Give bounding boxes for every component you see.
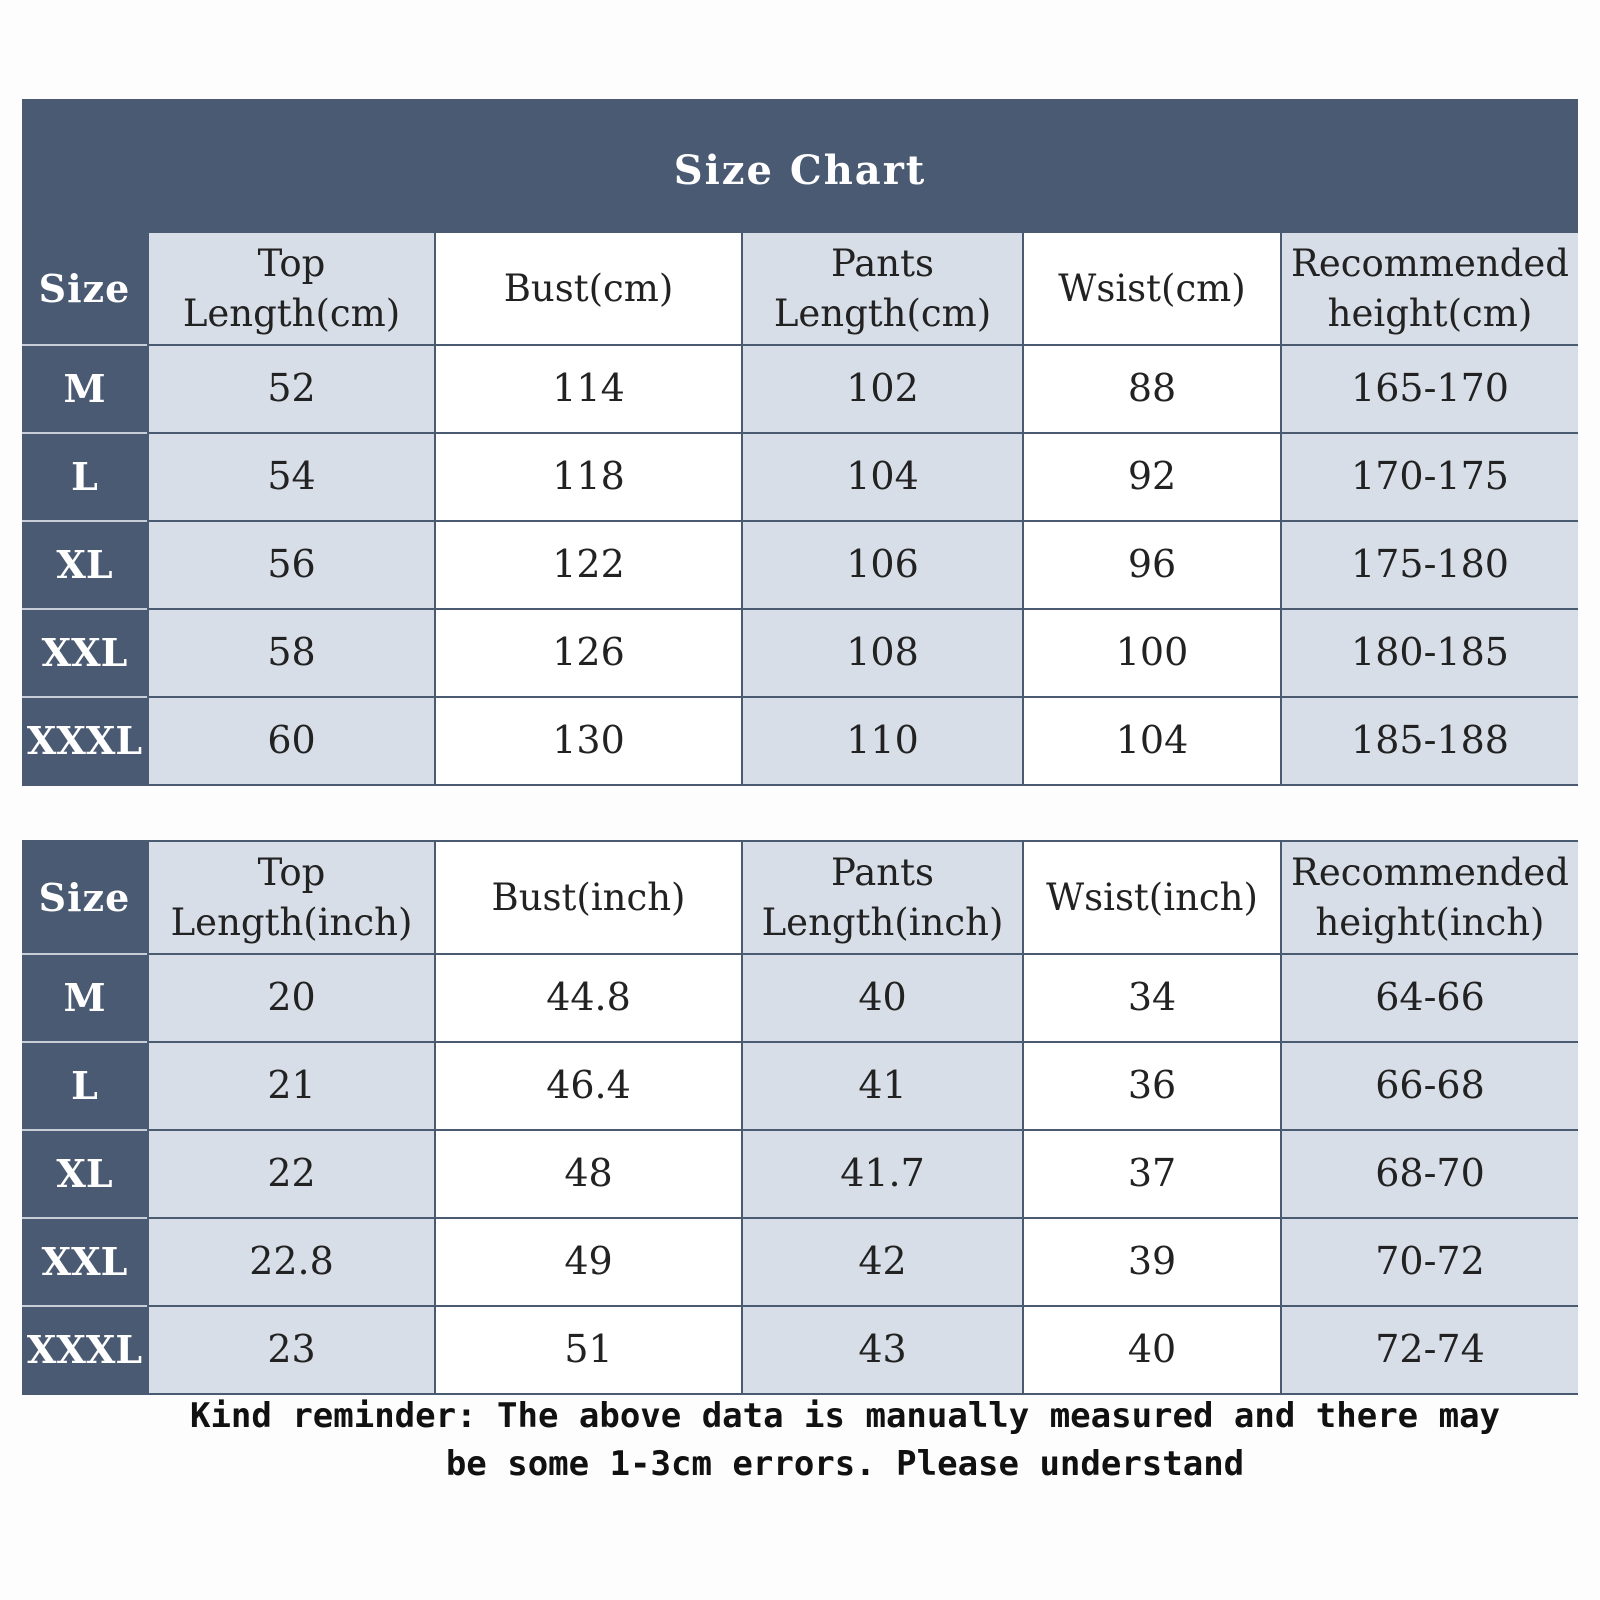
table-cell: 68-70 — [1280, 1129, 1578, 1217]
table-cell: 48 — [434, 1129, 741, 1217]
table-cell: 64-66 — [1280, 953, 1578, 1041]
table-cell: 22 — [147, 1129, 434, 1217]
table-cell: 44.8 — [434, 953, 741, 1041]
table-cell: 106 — [741, 520, 1022, 608]
column-header: Bust(cm) — [434, 231, 741, 344]
table-cell: 180-185 — [1280, 608, 1578, 696]
table-cell: 34 — [1022, 953, 1280, 1041]
table-cell: 56 — [147, 520, 434, 608]
table-cell: 110 — [741, 696, 1022, 784]
size-label: L — [22, 1041, 147, 1129]
table-cell: 104 — [741, 432, 1022, 520]
table-cell: 72-74 — [1280, 1305, 1578, 1393]
column-header: Pants Length(cm) — [741, 231, 1022, 344]
size-label: XXXL — [22, 1305, 147, 1393]
size-label: L — [22, 432, 147, 520]
table-cell: 41 — [741, 1041, 1022, 1129]
column-header: Top Length(cm) — [147, 231, 434, 344]
table-cell: 100 — [1022, 608, 1280, 696]
table-cell: 37 — [1022, 1129, 1280, 1217]
chart-title: Size Chart — [22, 99, 1578, 231]
table-cell: 66-68 — [1280, 1041, 1578, 1129]
table-cell: 40 — [1022, 1305, 1280, 1393]
table-cell: 102 — [741, 344, 1022, 432]
column-header: Wsist(cm) — [1022, 231, 1280, 344]
table-cell: 52 — [147, 344, 434, 432]
table-cell: 92 — [1022, 432, 1280, 520]
table-cell: 21 — [147, 1041, 434, 1129]
table-cell: 43 — [741, 1305, 1022, 1393]
table-cell: 118 — [434, 432, 741, 520]
size-label: M — [22, 344, 147, 432]
table-cell: 130 — [434, 696, 741, 784]
table-cell: 185-188 — [1280, 696, 1578, 784]
table-cell: 23 — [147, 1305, 434, 1393]
table-cell: 51 — [434, 1305, 741, 1393]
table-cell: 88 — [1022, 344, 1280, 432]
size-table-inch — [22, 840, 1578, 1395]
table-cell: 42 — [741, 1217, 1022, 1305]
table-cell: 39 — [1022, 1217, 1280, 1305]
table-cell: 104 — [1022, 696, 1280, 784]
table-cell: 126 — [434, 608, 741, 696]
size-label: XXL — [22, 608, 147, 696]
size-label: M — [22, 953, 147, 1041]
table-cell: 49 — [434, 1217, 741, 1305]
size-table-cm — [22, 99, 1578, 786]
table-cell: 70-72 — [1280, 1217, 1578, 1305]
size-label: XL — [22, 1129, 147, 1217]
table-cell: 96 — [1022, 520, 1280, 608]
column-header: Wsist(inch) — [1022, 840, 1280, 953]
size-label: XXXL — [22, 696, 147, 784]
table-cell: 22.8 — [147, 1217, 434, 1305]
column-header: Pants Length(inch) — [741, 840, 1022, 953]
table-cell: 170-175 — [1280, 432, 1578, 520]
size-column-header: Size — [22, 840, 147, 953]
table-cell: 122 — [434, 520, 741, 608]
table-cell: 54 — [147, 432, 434, 520]
column-header: Recommended height(inch) — [1280, 840, 1578, 953]
size-label: XL — [22, 520, 147, 608]
column-header: Top Length(inch) — [147, 840, 434, 953]
table-cell: 40 — [741, 953, 1022, 1041]
table-cell: 175-180 — [1280, 520, 1578, 608]
table-cell: 58 — [147, 608, 434, 696]
table-cell: 41.7 — [741, 1129, 1022, 1217]
table-cell: 165-170 — [1280, 344, 1578, 432]
table-cell: 36 — [1022, 1041, 1280, 1129]
table-cell: 20 — [147, 953, 434, 1041]
column-header: Recommended height(cm) — [1280, 231, 1578, 344]
column-header: Bust(inch) — [434, 840, 741, 953]
table-cell: 60 — [147, 696, 434, 784]
kind-reminder: Kind reminder: The above data is manually measured and there may be some 1-3cm errors. Please understand — [189, 1396, 1501, 1484]
size-label: XXL — [22, 1217, 147, 1305]
size-column-header: Size — [22, 231, 147, 344]
table-cell: 114 — [434, 344, 741, 432]
table-cell: 46.4 — [434, 1041, 741, 1129]
table-cell: 108 — [741, 608, 1022, 696]
